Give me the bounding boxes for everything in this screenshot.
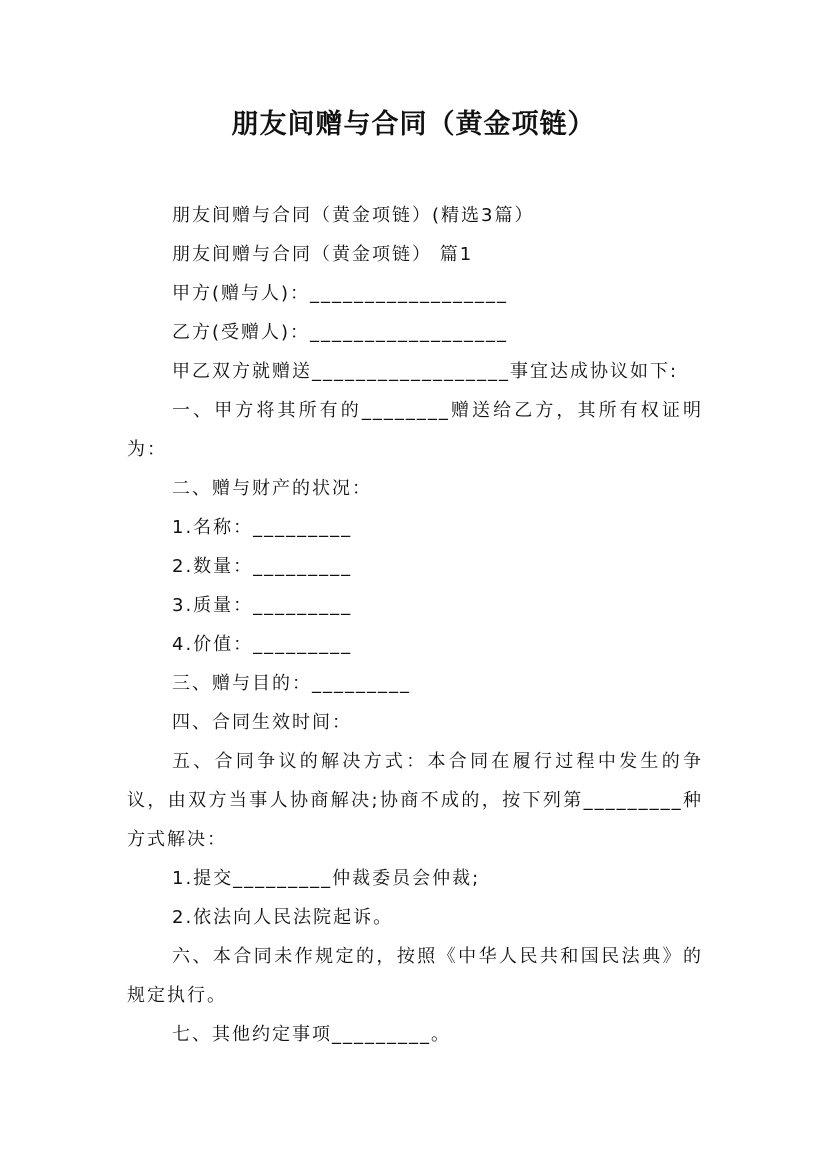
subtitle-line: 朋友间赠与合同（黄金项链）(精选3篇） [172, 205, 535, 226]
property-quantity: 2.数量：_________ [172, 556, 353, 577]
document-body [127, 196, 703, 1054]
property-quality: 3.质量：_________ [172, 595, 353, 616]
clause-2: 二、赠与财产的状况： [172, 478, 372, 499]
section-heading: 朋友间赠与合同（黄金项链） 篇1 [172, 244, 474, 265]
clause-5: 五、合同争议的解决方式：本合同在履行过程中发生的争议，由双方当事人协商解决;协商不成的，按下列第_________种方式解决： [127, 751, 703, 850]
clause-6: 六、本合同未作规定的，按照《中华人民共和国民法典》的规定执行。 [127, 946, 703, 1006]
document-title: 朋友间赠与合同（黄金项链） [231, 109, 596, 140]
party-b-line: 乙方(受赠人)：__________________ [172, 322, 509, 343]
clause-4: 四、合同生效时间： [172, 712, 352, 733]
dispute-option-2: 2.依法向人民法院起诉。 [172, 907, 394, 928]
clause-1: 一、甲方将其所有的________赠送给乙方，其所有权证明为： [127, 400, 703, 460]
property-name: 1.名称：_________ [172, 517, 353, 538]
clause-3: 三、赠与目的：_________ [172, 673, 411, 694]
agreement-intro: 甲乙双方就赠送__________________事宜达成协议如下: [172, 361, 679, 382]
party-a-line: 甲方(赠与人)：__________________ [172, 283, 509, 304]
dispute-option-1: 1.提交_________仲裁委员会仲裁; [172, 868, 481, 889]
property-value: 4.价值：_________ [172, 634, 353, 655]
clause-7: 七、其他约定事项_________。 [172, 1024, 451, 1045]
